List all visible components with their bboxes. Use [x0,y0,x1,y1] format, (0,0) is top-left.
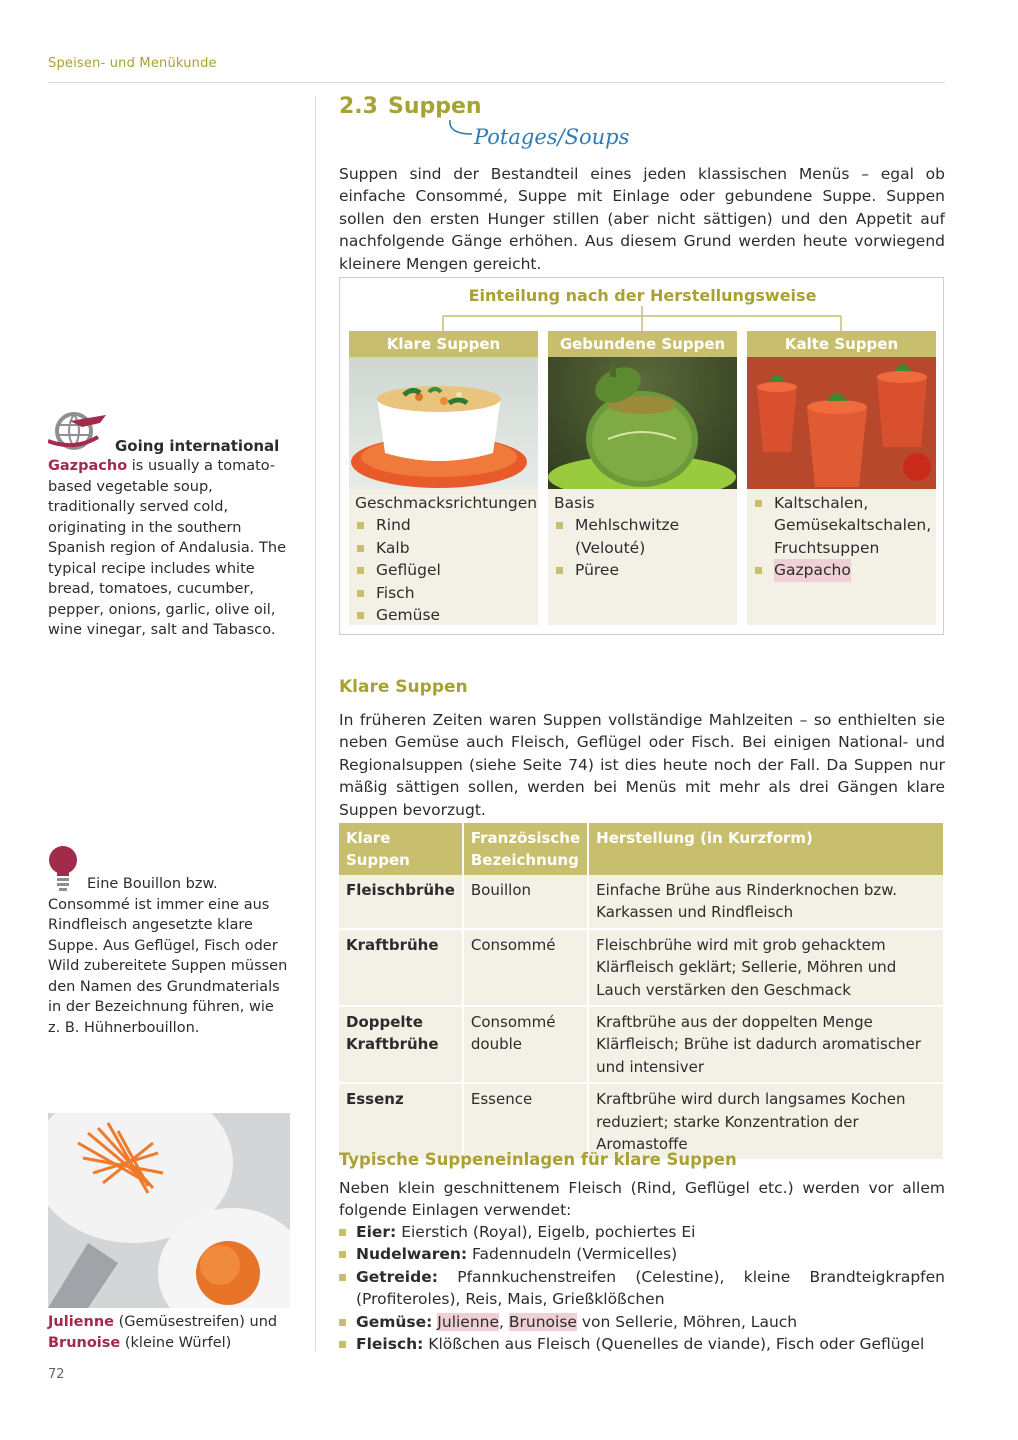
table-header: Klare Suppen [339,823,463,875]
klare-suppen-table [339,823,945,1161]
section-title: Suppen [388,94,482,119]
list-item: Gazpacho [753,559,930,581]
table-row: Kraftbrühe Consommé Fleischbrühe wird mit grob gehacktem Klärfleisch geklärt; Sellerie, Möhren und Lauch verstärken den Geschmack [339,929,944,1006]
section-subtitle: Potages/Soups [474,125,630,149]
photo-caption: Julienne (Gemüsestreifen) und Brunoise (kleine Würfel) [48,1314,278,1351]
table-header: Französische Bezeichnung [463,823,588,875]
column-head: Kalte Suppen [747,331,936,357]
column-head: Gebundene Suppen [548,331,737,357]
list-item: Gemüse: Julienne, Brunoise von Sellerie, Möhren, Lauch [339,1311,945,1333]
list-item: Nudelwaren: Fadennudeln (Vermicelles) [339,1243,945,1265]
header-rule [48,82,945,83]
classification-diagram [339,277,944,635]
going-international-title: Going international [115,437,280,455]
page-number: 72 [48,1367,65,1382]
column-klare-suppen [349,331,538,625]
column-rule [315,96,316,1351]
diagram-connectors [340,306,945,332]
section-number: 2.3 [339,94,378,119]
klare-suppen-paragraph: In früheren Zeiten waren Suppen vollständige Mahlzeiten – so enthielten sie neben Gemüse auch Fleisch, Geflügel oder Fisch. Bei einigen National- und Regionalsuppen (siehe Seite 74) ist dies heute noch der Fall. Da Suppen nur mäßig sättigen sollen, werden bei Menüs mit mehr als drei Gängen klare Suppen bevorzugt. [339,711,945,819]
column-kalte-suppen [747,331,936,625]
table-row: Fleischbrühe Bouillon Einfache Brühe aus Rinderknochen bzw. Karkassen und Rindfleisch [339,875,944,929]
list-item: Kaltschalen, Gemüsekaltschalen, Fruchtsuppen [753,492,930,559]
klare-suppen-heading: Klare Suppen [339,677,468,697]
einlagen-heading: Typische Suppeneinlagen für klare Suppen [339,1150,737,1169]
julienne-brunoise-photo [48,1113,290,1308]
list-item: Fisch [355,582,532,604]
table-header: Herstellung (in Kurzform) [588,823,944,875]
table-row: Essenz Essence Kraftbrühe wird durch langsames Kochen reduziert; starke Konzentration der Aromastoffe [339,1083,944,1160]
going-international-text: Gazpacho is usually a tomato-based vegetable soup, traditionally served cold, originating in the southern Spanish region of Andalusia. The typical recipe includes white bread, tomatoes, cucumber, pepper, onions, garlic, olive oil, wine vinegar, salt and Tabasco. [48,458,286,638]
gazpacho-photo [747,357,936,489]
column-lead: Basis [554,494,595,512]
list-item: Fleisch: Klößchen aus Fleisch (Quenelles de viande), Fisch oder Geflügel [339,1333,945,1355]
table-header-row [339,823,944,875]
subtitle-hook [446,118,476,142]
zucchini-soup-photo [548,357,737,489]
list-item: Mehlschwitze (Velouté) [554,514,731,559]
clear-soup-photo [349,357,538,489]
list-item: Eier: Eierstich (Royal), Eigelb, pochiertes Ei [339,1221,945,1243]
list-item: Getreide: Pfannkuchenstreifen (Celestine), kleine Brandteigkrapfen (Profiteroles), Reis, Mais, Grießklößchen [339,1266,945,1311]
column-head: Klare Suppen [349,331,538,357]
intro-paragraph: Suppen sind der Bestandteil eines jeden klassischen Menüs – egal ob einfache Consommé, Suppe mit Einlage oder gebundene Suppe. Suppen sollen den ersten Hunger stillen (aber nicht sättigen) und den Appetit auf nachfolgende Gänge erhöhen. Aus diesem Grund werden heute vorwiegend kleinere Mengen gereicht. [339,165,945,273]
diagram-title: Einteilung nach der Herstellungsweise [468,286,817,305]
tip-text: Eine Bouillon bzw. Consommé ist immer eine aus Rindfleisch angesetzte klare Suppe. Aus Geflügel, Fisch oder Wild zubereitete Suppen müssen den Namen des Grundmaterials in der Bezeichnung führen, wie z. B. Hühnerbouillon. [48,876,288,1036]
list-item: Püree [554,559,731,581]
column-gebundene-suppen [548,331,737,625]
table-row: Doppelte Kraftbrühe Consommé double Kraftbrühe aus der doppelten Menge Klärfleisch; Brühe ist dadurch aromatischer und intensiver [339,1006,944,1083]
list-item: Gemüse [355,604,532,626]
list-item: Kalb [355,537,532,559]
list-item: Rind [355,514,532,536]
list-item: Geflügel [355,559,532,581]
running-head: Speisen- und Menükunde [48,56,217,71]
einlagen-intro: Neben klein geschnittenem Fleisch (Rind, Geflügel etc.) werden vor allem folgende Einlagen verwendet: [339,1179,945,1220]
column-lead: Geschmacksrichtungen [355,494,538,512]
einlagen-list [339,1221,945,1355]
globe-airplane-icon [48,407,108,451]
